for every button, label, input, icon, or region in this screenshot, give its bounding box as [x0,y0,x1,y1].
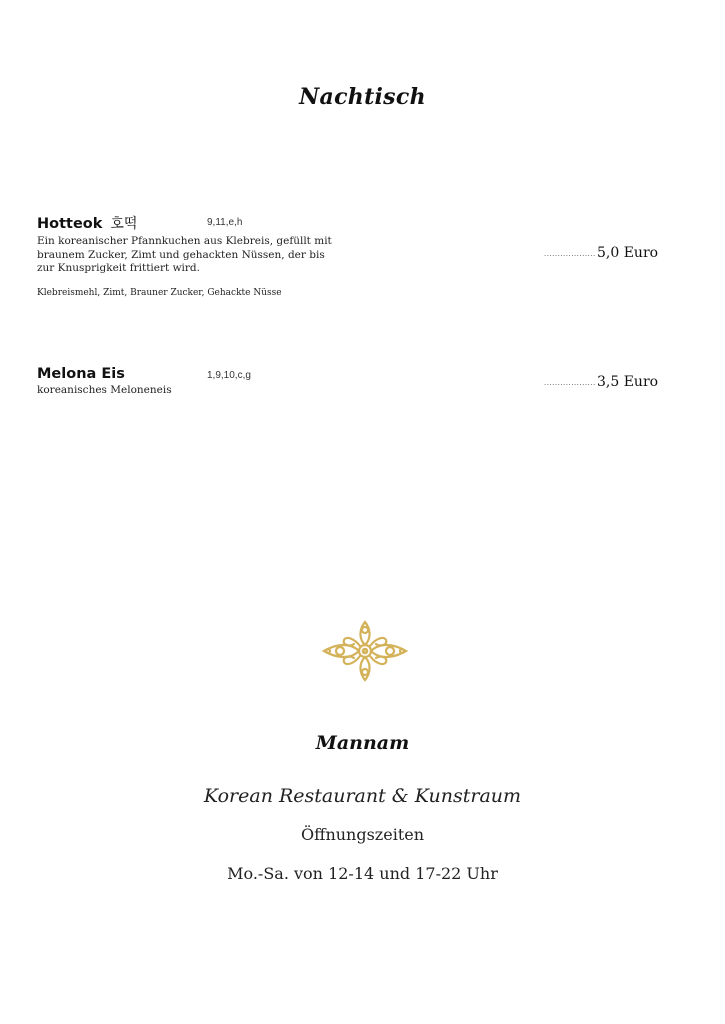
menu-item-hotteok [37,213,677,298]
menu-item-description: koreanisches Meloneneis [37,384,172,396]
menu-item-korean-name: 호떡 [110,216,138,232]
allergen-codes: 1,9,10,c,g [207,370,251,381]
opening-hours-label: Öffnungszeiten [300,825,425,844]
menu-item-price: 5,0 Euro [597,245,659,261]
menu-item-melona-eis [37,366,677,398]
menu-item-name: Melona Eis [37,366,125,382]
menu-item-header [37,213,677,233]
opening-hours: Mo.-Sa. von 12-14 und 17-22 Uhr [227,864,498,883]
menu-item-name: Hotteok [37,216,103,232]
menu-item-price: 3,5 Euro [597,374,659,390]
allergen-codes: 9,11,e,h [207,217,243,228]
gold-filigree-ornament-icon [318,618,412,684]
price-leader-dots: ................... [544,378,596,387]
menu-item-description: Ein koreanischer Pfannkuchen aus Klebreis, gefüllt mit braunem Zucker, Zimt und gehackten Nüssen, der bis zur Knusprigkeit frittiert wird. [37,235,332,275]
price-leader-dots: ................... [544,249,596,258]
restaurant-subtitle: Korean Restaurant & Kunstraum [203,785,522,807]
restaurant-name: Mannam [315,732,410,754]
menu-item-ingredients: Klebreismehl, Zimt, Brauner Zucker, Gehackte Nüsse [37,287,282,298]
page-title: Nachtisch [299,84,426,110]
